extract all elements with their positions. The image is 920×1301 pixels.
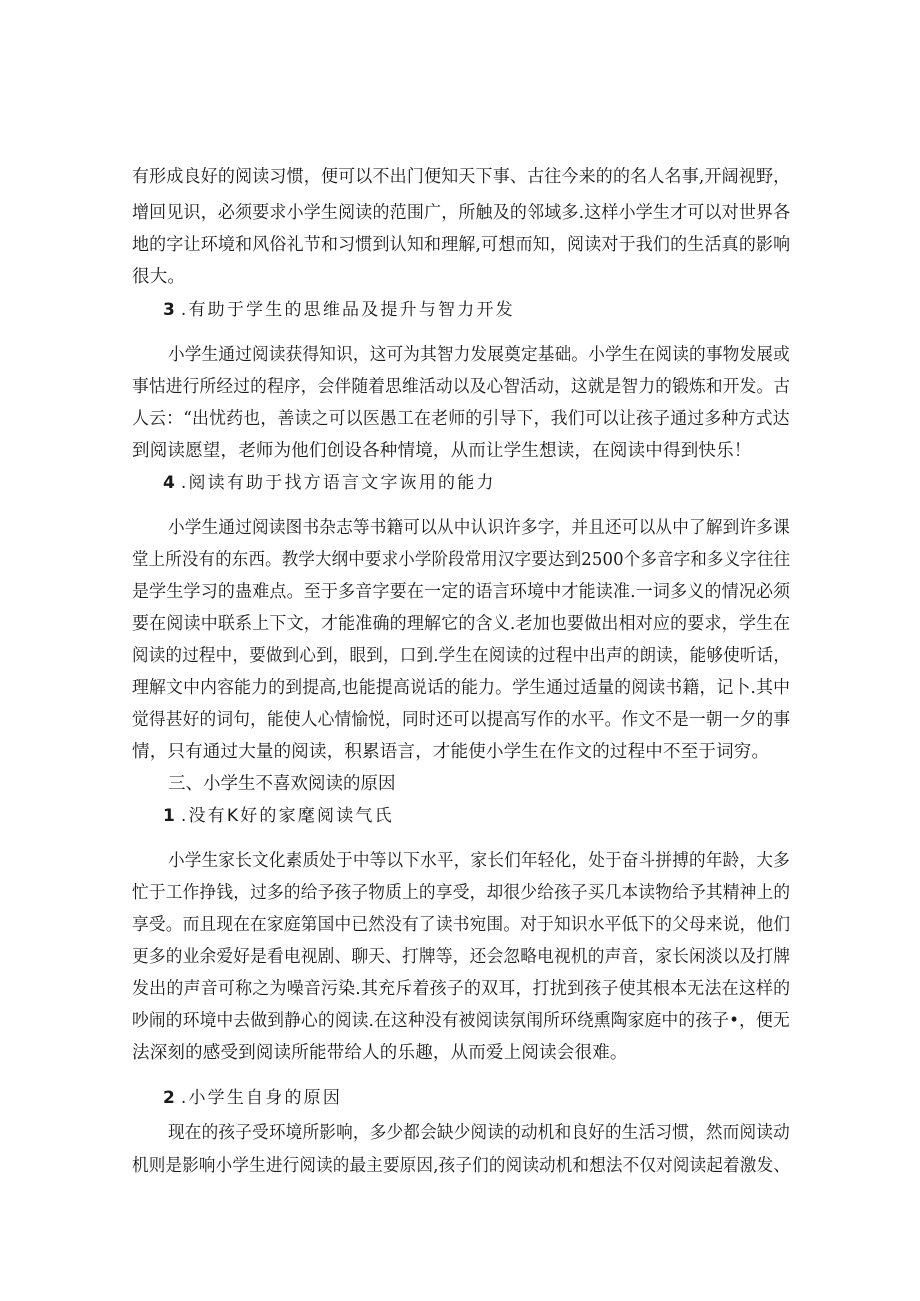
body-text-line: 有形成良好的阅读习惯，便可以不出门便知天下事、古往今来的的名人名事,开阔视野， xyxy=(132,167,791,187)
body-text-line: 吵闹的环境中去做到静心的阅读.在这种没有被阅读氛闱所环绕熏陶家庭中的孩子•，便无 xyxy=(132,1011,790,1031)
body-text-line: 地的字让环境和风俗礼节和习惯到认知和理解,可想而知，阅读对于我们的生活真的影响 xyxy=(132,235,791,255)
subheading-text: .阅读有助于找方语言文字诙用的能力 xyxy=(180,473,496,493)
subheading-2 xyxy=(163,1087,342,1109)
subheading-3 xyxy=(163,299,515,321)
subheading-number: 4 xyxy=(163,473,175,493)
subheading-4 xyxy=(163,472,496,494)
body-text-line: 阅读的过程中，要做到心到，眼到，口到.学生在阅读的过程中出声的朗读，能够使听话， xyxy=(132,646,791,666)
body-text-line: 增回见识，必须要求小学生阅读的范围广，所触及的邻域多.这样小学生才可以对世界各 xyxy=(132,203,791,223)
body-text-line: 人云：“出忧药也，善读之可以医愚工在老师的引导下，我们可以让孩子通过多种方式达 xyxy=(132,409,790,429)
body-text-line: 小学生通过阅读图书杂志等书籍可以从中认识许多字，并且还可以从中了解到许多课 xyxy=(168,518,790,538)
body-text-line: 机则是影响小学生进行阅读的最主要原因,孩子们的阅读动机和想法不仅对阅读起着激发、 xyxy=(132,1156,791,1176)
body-text-line: 小学生家长文化素质处于中等以下水平，家长们年轻化，处于奋斗拼搏的年龄，大多 xyxy=(168,851,790,871)
body-text-line: 堂上所没有的东西。教学大纲中要求小学阶段常用汉字要达到2500个多音字和多义字往往 xyxy=(132,550,791,570)
subheading-text: .没有K好的家麾阅读气氏 xyxy=(180,806,394,826)
subheading-text: .小学生自身的原因 xyxy=(180,1088,343,1108)
body-text-line: 忙于工作挣钱，过多的给予孩子物质上的享受，却很少给孩子买几本读物给予其精神上的 xyxy=(132,883,791,903)
body-text-line: 更多的业余爱好是看电视剧、聊天、打牌等，还会忽略电视机的声音，家长闲淡以及打牌 xyxy=(132,947,791,967)
body-text-line: 很大。 xyxy=(132,267,186,287)
subheading-number: 2 xyxy=(163,1088,175,1108)
body-text-line: 法深刻的感受到阅读所能带给人的乐趣，从而爱上阅读会很难。 xyxy=(132,1043,628,1063)
body-text-line: 享受。而且现在在家庭第国中已然没有了读书宛围。对于知识水平低下的父母来说，他们 xyxy=(132,915,791,935)
body-text-line: 发出的声音可称之为噪音污染.其充斥着孩子的双耳，打扰到孩子使其根本无法在这样的 xyxy=(132,979,791,999)
body-text-line: 理解文中内容能力的到提高,也能提高说话的能力。学生通过适量的阅读书籍，记卜.其中 xyxy=(132,678,791,698)
subheading-number: 3 xyxy=(163,300,175,320)
subheading-1 xyxy=(163,805,394,827)
section-heading: 三、小学生不喜欢阅读的原因 xyxy=(168,774,396,794)
body-text-line: 觉得甚好的词句，能使人心情愉悦，同时还可以提高写作的水平。作文不是一朝一夕的事 xyxy=(132,710,791,730)
body-text-line: 事怙进行所经过的程序，会伴随着思维活动以及心智活动，这就是智力的锻炼和开发。古 xyxy=(132,377,791,397)
body-text-line: 到阅读愿望，老师为他们创设各种情境，从而让学生想读，在阅读中得到快乐！ xyxy=(132,441,752,461)
body-text-line: 现在的孩子受环境所影响，多少都会缺少阅读的动机和良好的生活习惯，然而阅读动 xyxy=(168,1123,790,1143)
subheading-text: .有助于学生的思维品及提升与智力开发 xyxy=(180,300,515,320)
body-text-line: 情，只有通过大量的阅读，积累语言，才能使小学生在作文的过程中不至于词穷。 xyxy=(132,742,770,762)
body-text-line: 要在阅读中联系上下文，才能准确的理解它的含义.老加也要做出相对应的要求，学生在 xyxy=(132,614,791,634)
body-text-line: 是学生学习的蛊难点。至于多音字要在一定的语言环境中才能读准.一词多义的情况必须 xyxy=(132,582,791,602)
subheading-number: 1 xyxy=(163,806,175,826)
body-text-line: 小学生通过阅读获得知识，这可为其智力发展奠定基础。小学生在阅读的事物发展或 xyxy=(168,345,790,365)
